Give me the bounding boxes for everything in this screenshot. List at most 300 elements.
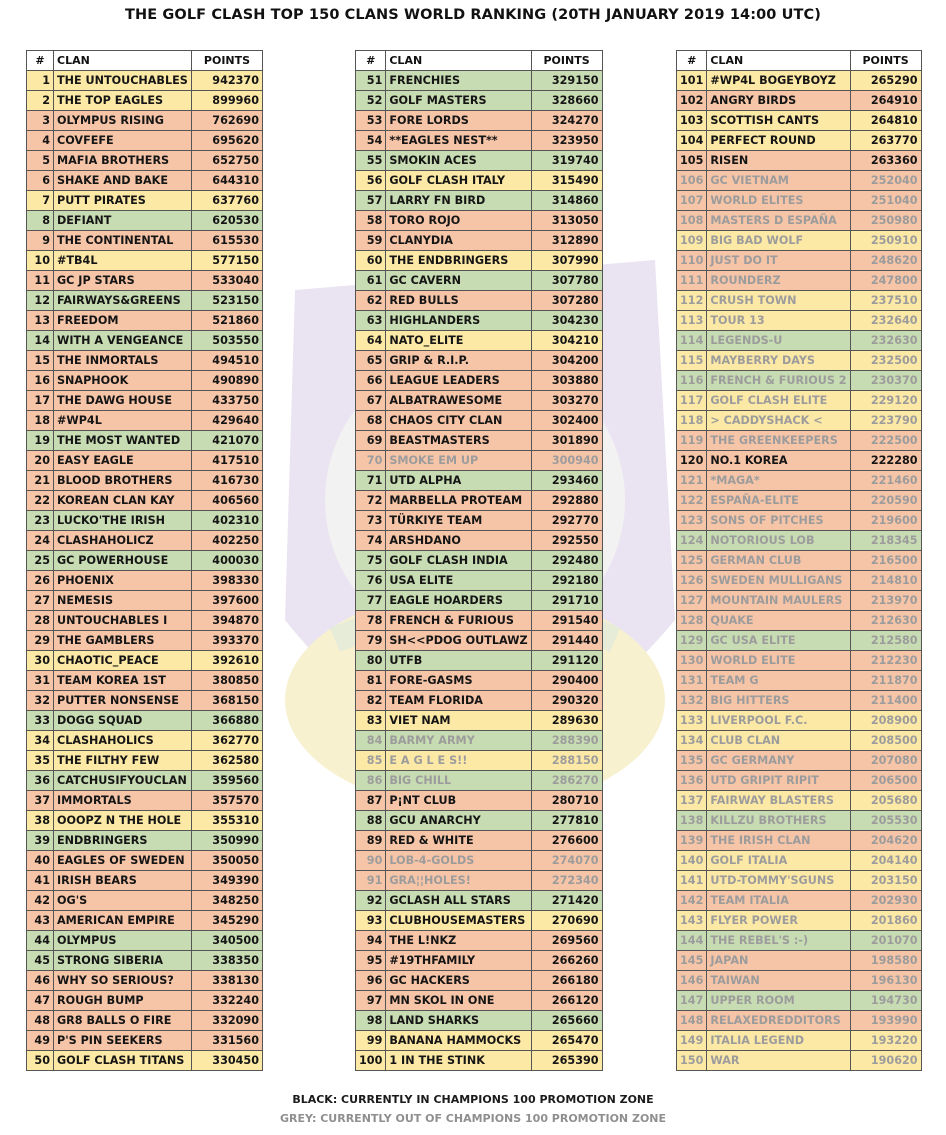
clan-row — [356, 411, 603, 431]
rank-cell: 30 — [27, 651, 54, 671]
clan-row — [27, 271, 263, 291]
clan-name-cell: NEMESIS — [54, 591, 192, 611]
points-cell: 319740 — [531, 151, 602, 171]
points-cell: 292550 — [531, 531, 602, 551]
clan-row — [677, 471, 922, 491]
clan-row — [356, 571, 603, 591]
rank-cell: 73 — [356, 511, 386, 531]
clan-name-cell: MOUNTAIN MAULERS — [707, 591, 850, 611]
clan-name-cell: GRA¦¦HOLES! — [386, 871, 531, 891]
clan-row — [677, 291, 922, 311]
clan-row — [356, 371, 603, 391]
rank-cell: 137 — [677, 791, 707, 811]
clan-row — [27, 251, 263, 271]
clan-row — [677, 871, 922, 891]
points-cell: 274070 — [531, 851, 602, 871]
clan-row — [356, 71, 603, 91]
rank-cell: 59 — [356, 231, 386, 251]
clan-name-cell: CLASHAHOLICZ — [54, 531, 192, 551]
points-cell: 194730 — [850, 991, 921, 1011]
clan-name-cell: SNAPHOOK — [54, 371, 192, 391]
points-cell: 206500 — [850, 771, 921, 791]
clan-name-cell: WORLD ELITE — [707, 651, 850, 671]
clan-name-cell: #TB4L — [54, 251, 192, 271]
rank-cell: 45 — [27, 951, 54, 971]
rank-cell: 149 — [677, 1031, 707, 1051]
clan-name-cell: THE INMORTALS — [54, 351, 192, 371]
clan-row — [27, 311, 263, 331]
rank-cell: 36 — [27, 771, 54, 791]
points-cell: 417510 — [192, 451, 263, 471]
clan-row — [356, 291, 603, 311]
rank-cell: 122 — [677, 491, 707, 511]
rank-header: # — [677, 51, 707, 71]
clan-name-cell: FAIRWAY BLASTERS — [707, 791, 850, 811]
points-cell: 398330 — [192, 571, 263, 591]
rank-cell: 132 — [677, 691, 707, 711]
rank-cell: 139 — [677, 831, 707, 851]
rank-cell: 68 — [356, 411, 386, 431]
rank-cell: 121 — [677, 471, 707, 491]
points-cell: 271420 — [531, 891, 602, 911]
clan-name-cell: HIGHLANDERS — [386, 311, 531, 331]
clan-name-cell: PUTT PIRATES — [54, 191, 192, 211]
points-header: POINTS — [192, 51, 263, 71]
points-cell: 223790 — [850, 411, 921, 431]
points-cell: 348250 — [192, 891, 263, 911]
clan-name-cell: > CADDYSHACK < — [707, 411, 850, 431]
rank-cell: 33 — [27, 711, 54, 731]
clan-name-cell: FRENCH & FURIOUS — [386, 611, 531, 631]
clan-row — [356, 351, 603, 371]
clan-name-cell: ARSHDANO — [386, 531, 531, 551]
rank-cell: 128 — [677, 611, 707, 631]
clan-name-cell: WAR — [707, 1051, 850, 1071]
rank-cell: 27 — [27, 591, 54, 611]
clan-row — [677, 491, 922, 511]
points-cell: 250980 — [850, 211, 921, 231]
clan-row — [27, 1011, 263, 1031]
rank-cell: 118 — [677, 411, 707, 431]
points-cell: 232630 — [850, 331, 921, 351]
rank-cell: 140 — [677, 851, 707, 871]
rank-cell: 82 — [356, 691, 386, 711]
clan-row — [356, 831, 603, 851]
clan-name-cell: QUAKE — [707, 611, 850, 631]
clan-name-cell: BEASTMASTERS — [386, 431, 531, 451]
points-cell: 196130 — [850, 971, 921, 991]
clan-row — [27, 851, 263, 871]
clan-row — [677, 71, 922, 91]
clan-name-cell: **EAGLES NEST** — [386, 131, 531, 151]
clan-name-cell: IRISH BEARS — [54, 871, 192, 891]
rank-cell: 107 — [677, 191, 707, 211]
clan-name-cell: TEAM ITALIA — [707, 891, 850, 911]
clan-name-cell: FREEDOM — [54, 311, 192, 331]
rank-cell: 52 — [356, 91, 386, 111]
points-cell: 695620 — [192, 131, 263, 151]
clan-row — [27, 91, 263, 111]
clan-name-cell: THE TOP EAGLES — [54, 91, 192, 111]
rank-cell: 65 — [356, 351, 386, 371]
rank-cell: 79 — [356, 631, 386, 651]
clan-name-cell: GCU ANARCHY — [386, 811, 531, 831]
clan-name-cell: #19THFAMILY — [386, 951, 531, 971]
clan-row — [356, 931, 603, 951]
rank-cell: 9 — [27, 231, 54, 251]
points-cell: 490890 — [192, 371, 263, 391]
points-cell: 229120 — [850, 391, 921, 411]
clan-name-cell: THE FILTHY FEW — [54, 751, 192, 771]
clan-name-cell: SWEDEN MULLIGANS — [707, 571, 850, 591]
clan-name-cell: KILLZU BROTHERS — [707, 811, 850, 831]
rank-cell: 72 — [356, 491, 386, 511]
rank-cell: 119 — [677, 431, 707, 451]
points-cell: 523150 — [192, 291, 263, 311]
points-cell: 652750 — [192, 151, 263, 171]
points-cell: 350050 — [192, 851, 263, 871]
points-cell: 644310 — [192, 171, 263, 191]
points-cell: 762690 — [192, 111, 263, 131]
clan-row — [356, 631, 603, 651]
clan-row — [677, 671, 922, 691]
clan-name-cell: UTD ALPHA — [386, 471, 531, 491]
clan-name-cell: JAPAN — [707, 951, 850, 971]
points-cell: 380850 — [192, 671, 263, 691]
rank-cell: 126 — [677, 571, 707, 591]
points-cell: 331560 — [192, 1031, 263, 1051]
rank-cell: 135 — [677, 751, 707, 771]
clan-name-cell: FLYER POWER — [707, 911, 850, 931]
points-cell: 899960 — [192, 91, 263, 111]
rank-cell: 141 — [677, 871, 707, 891]
clan-name-cell: TOUR 13 — [707, 311, 850, 331]
points-cell: 402310 — [192, 511, 263, 531]
clan-name-cell: LOB-4-GOLDS — [386, 851, 531, 871]
points-cell: 330450 — [192, 1051, 263, 1071]
legend-black: BLACK: CURRENTLY IN CHAMPIONS 100 PROMOTION ZONE — [292, 1093, 654, 1106]
clan-name-cell: UPPER ROOM — [707, 991, 850, 1011]
clan-row — [677, 271, 922, 291]
points-cell: 292480 — [531, 551, 602, 571]
clan-name-cell: GRIP & R.I.P. — [386, 351, 531, 371]
clan-row — [677, 331, 922, 351]
points-cell: 292770 — [531, 511, 602, 531]
points-cell: 269560 — [531, 931, 602, 951]
rank-cell: 146 — [677, 971, 707, 991]
points-cell: 266260 — [531, 951, 602, 971]
rank-cell: 117 — [677, 391, 707, 411]
points-cell: 366880 — [192, 711, 263, 731]
clan-row — [677, 931, 922, 951]
clan-row — [27, 211, 263, 231]
points-cell: 406560 — [192, 491, 263, 511]
clan-name-cell: BLOOD BROTHERS — [54, 471, 192, 491]
points-cell: 193220 — [850, 1031, 921, 1051]
points-cell: 247800 — [850, 271, 921, 291]
clan-name-cell: FAIRWAYS&GREENS — [54, 291, 192, 311]
points-cell: 338350 — [192, 951, 263, 971]
clan-row — [27, 71, 263, 91]
rank-cell: 48 — [27, 1011, 54, 1031]
clan-row — [27, 751, 263, 771]
points-cell: 263770 — [850, 131, 921, 151]
clan-name-cell: ESPAÑA-ELITE — [707, 491, 850, 511]
clan-row — [356, 951, 603, 971]
rank-header: # — [27, 51, 54, 71]
points-cell: 350990 — [192, 831, 263, 851]
clan-row — [27, 771, 263, 791]
clan-row — [356, 211, 603, 231]
rank-cell: 37 — [27, 791, 54, 811]
points-cell: 205530 — [850, 811, 921, 831]
points-cell: 252040 — [850, 171, 921, 191]
clan-name-cell: OOOPZ N THE HOLE — [54, 811, 192, 831]
clan-row — [27, 691, 263, 711]
clan-name-cell: RED BULLS — [386, 291, 531, 311]
clan-row — [27, 431, 263, 451]
points-cell: 218345 — [850, 531, 921, 551]
clan-row — [677, 551, 922, 571]
points-cell: 304230 — [531, 311, 602, 331]
ranking-table-2 — [355, 50, 603, 1071]
rank-cell: 8 — [27, 211, 54, 231]
rank-cell: 110 — [677, 251, 707, 271]
points-cell: 942370 — [192, 71, 263, 91]
rank-cell: 112 — [677, 291, 707, 311]
clan-name-cell: CLUBHOUSEMASTERS — [386, 911, 531, 931]
points-cell: 304200 — [531, 351, 602, 371]
points-cell: 304210 — [531, 331, 602, 351]
points-cell: 300940 — [531, 451, 602, 471]
points-cell: 277810 — [531, 811, 602, 831]
clan-row — [27, 371, 263, 391]
points-cell: 494510 — [192, 351, 263, 371]
clan-row — [27, 391, 263, 411]
clan-row — [356, 811, 603, 831]
points-cell: 212230 — [850, 651, 921, 671]
rank-cell: 12 — [27, 291, 54, 311]
rank-cell: 50 — [27, 1051, 54, 1071]
clan-name-cell: USA ELITE — [386, 571, 531, 591]
rank-cell: 16 — [27, 371, 54, 391]
clan-name-cell: THE IRISH CLAN — [707, 831, 850, 851]
rank-cell: 47 — [27, 991, 54, 1011]
points-cell: 208900 — [850, 711, 921, 731]
points-cell: 203150 — [850, 871, 921, 891]
rank-cell: 129 — [677, 631, 707, 651]
rank-cell: 89 — [356, 831, 386, 851]
clan-row — [677, 231, 922, 251]
points-cell: 264810 — [850, 111, 921, 131]
points-cell: 272340 — [531, 871, 602, 891]
points-cell: 303270 — [531, 391, 602, 411]
points-cell: 266120 — [531, 991, 602, 1011]
clan-row — [356, 431, 603, 451]
points-cell: 288390 — [531, 731, 602, 751]
points-cell: 324270 — [531, 111, 602, 131]
rank-cell: 58 — [356, 211, 386, 231]
clan-name-cell: AMERICAN EMPIRE — [54, 911, 192, 931]
points-cell: 315490 — [531, 171, 602, 191]
rank-cell: 99 — [356, 1031, 386, 1051]
clan-row — [356, 971, 603, 991]
clan-name-cell: MAFIA BROTHERS — [54, 151, 192, 171]
clan-name-cell: SCOTTISH CANTS — [707, 111, 850, 131]
rank-cell: 130 — [677, 651, 707, 671]
points-cell: 193990 — [850, 1011, 921, 1031]
rank-cell: 44 — [27, 931, 54, 951]
clan-row — [677, 91, 922, 111]
rank-cell: 42 — [27, 891, 54, 911]
clan-name-cell: RELAXEDREDDITORS — [707, 1011, 850, 1031]
points-cell: 332090 — [192, 1011, 263, 1031]
clan-name-cell: UNTOUCHABLES I — [54, 611, 192, 631]
rank-cell: 104 — [677, 131, 707, 151]
points-cell: 214810 — [850, 571, 921, 591]
rank-cell: 62 — [356, 291, 386, 311]
clan-row — [356, 531, 603, 551]
clan-name-cell: THE GAMBLERS — [54, 631, 192, 651]
clan-row — [356, 191, 603, 211]
clan-row — [677, 431, 922, 451]
clan-row — [27, 291, 263, 311]
clan-row — [356, 991, 603, 1011]
clan-name-cell: WHY SO SERIOUS? — [54, 971, 192, 991]
clan-name-cell: SHAKE AND BAKE — [54, 171, 192, 191]
rank-cell: 19 — [27, 431, 54, 451]
clan-row — [356, 151, 603, 171]
clan-row — [677, 791, 922, 811]
rank-cell: 66 — [356, 371, 386, 391]
clan-row — [356, 871, 603, 891]
clan-name-cell: PHOENIX — [54, 571, 192, 591]
points-cell: 362770 — [192, 731, 263, 751]
rank-cell: 35 — [27, 751, 54, 771]
page-title: THE GOLF CLASH TOP 150 CLANS WORLD RANKING (20TH JANUARY 2019 14:00 UTC) — [125, 7, 821, 23]
rank-cell: 18 — [27, 411, 54, 431]
clan-row — [356, 551, 603, 571]
clan-row — [27, 1031, 263, 1051]
clan-name-cell: SONS OF PITCHES — [707, 511, 850, 531]
clan-name-cell: JUST DO IT — [707, 251, 850, 271]
points-cell: 289630 — [531, 711, 602, 731]
points-cell: 291120 — [531, 651, 602, 671]
clan-row — [356, 651, 603, 671]
clan-row — [677, 991, 922, 1011]
clan-row — [27, 831, 263, 851]
clan-row — [677, 851, 922, 871]
rank-cell: 136 — [677, 771, 707, 791]
clan-name-cell: THE CONTINENTAL — [54, 231, 192, 251]
clan-row — [677, 611, 922, 631]
clan-row — [356, 751, 603, 771]
clan-row — [356, 851, 603, 871]
rank-cell: 150 — [677, 1051, 707, 1071]
clan-name-cell: MN SKOL IN ONE — [386, 991, 531, 1011]
points-cell: 204140 — [850, 851, 921, 871]
clan-name-cell: CHAOTIC_PEACE — [54, 651, 192, 671]
clan-name-cell: UTD GRIPIT RIPIT — [707, 771, 850, 791]
rank-cell: 144 — [677, 931, 707, 951]
clan-name-cell: #WP4L — [54, 411, 192, 431]
clan-row — [677, 831, 922, 851]
clan-name-cell: DOGG SQUAD — [54, 711, 192, 731]
rank-cell: 88 — [356, 811, 386, 831]
clan-name-cell: CATCHUSIFYOUCLAN — [54, 771, 192, 791]
clan-name-cell: CRUSH TOWN — [707, 291, 850, 311]
clan-row — [27, 631, 263, 651]
rank-cell: 46 — [27, 971, 54, 991]
clan-row — [677, 691, 922, 711]
rank-cell: 78 — [356, 611, 386, 631]
rank-cell: 54 — [356, 131, 386, 151]
rank-cell: 20 — [27, 451, 54, 471]
rank-cell: 86 — [356, 771, 386, 791]
points-cell: 290320 — [531, 691, 602, 711]
rank-cell: 28 — [27, 611, 54, 631]
clan-name-cell: FRENCH & FURIOUS 2 — [707, 371, 850, 391]
clan-name-cell: GC CAVERN — [386, 271, 531, 291]
clan-name-cell: PERFECT ROUND — [707, 131, 850, 151]
clan-row — [27, 351, 263, 371]
points-header: POINTS — [850, 51, 921, 71]
clan-name-cell: BARMY ARMY — [386, 731, 531, 751]
clan-name-cell: TEAM KOREA 1ST — [54, 671, 192, 691]
clan-name-cell: OG'S — [54, 891, 192, 911]
clan-row — [356, 391, 603, 411]
points-cell: 266180 — [531, 971, 602, 991]
clan-header: CLAN — [386, 51, 531, 71]
points-cell: 237510 — [850, 291, 921, 311]
points-cell: 637760 — [192, 191, 263, 211]
clan-row — [677, 911, 922, 931]
clan-name-cell: BIG CHILL — [386, 771, 531, 791]
points-cell: 340500 — [192, 931, 263, 951]
clan-name-cell: UTFB — [386, 651, 531, 671]
rank-cell: 22 — [27, 491, 54, 511]
rank-cell: 24 — [27, 531, 54, 551]
rank-cell: 25 — [27, 551, 54, 571]
rank-cell: 124 — [677, 531, 707, 551]
clan-name-cell: SMOKIN ACES — [386, 151, 531, 171]
clan-name-cell: GC POWERHOUSE — [54, 551, 192, 571]
points-cell: 302400 — [531, 411, 602, 431]
clan-name-cell: NOTORIOUS LOB — [707, 531, 850, 551]
clan-name-cell: MASTERS D ESPAÑA — [707, 211, 850, 231]
clan-name-cell: CHAOS CITY CLAN — [386, 411, 531, 431]
clan-name-cell: ANGRY BIRDS — [707, 91, 850, 111]
rank-cell: 51 — [356, 71, 386, 91]
points-cell: 263360 — [850, 151, 921, 171]
points-cell: 314860 — [531, 191, 602, 211]
clan-row — [356, 1051, 603, 1071]
rank-cell: 127 — [677, 591, 707, 611]
clan-row — [677, 351, 922, 371]
rank-cell: 102 — [677, 91, 707, 111]
clan-row — [677, 731, 922, 751]
points-cell: 201070 — [850, 931, 921, 951]
points-cell: 368150 — [192, 691, 263, 711]
points-cell: 312890 — [531, 231, 602, 251]
points-cell: 286270 — [531, 771, 602, 791]
clan-row — [677, 891, 922, 911]
clan-row — [27, 531, 263, 551]
rank-cell: 69 — [356, 431, 386, 451]
clan-row — [27, 411, 263, 431]
rank-cell: 53 — [356, 111, 386, 131]
rank-cell: 71 — [356, 471, 386, 491]
